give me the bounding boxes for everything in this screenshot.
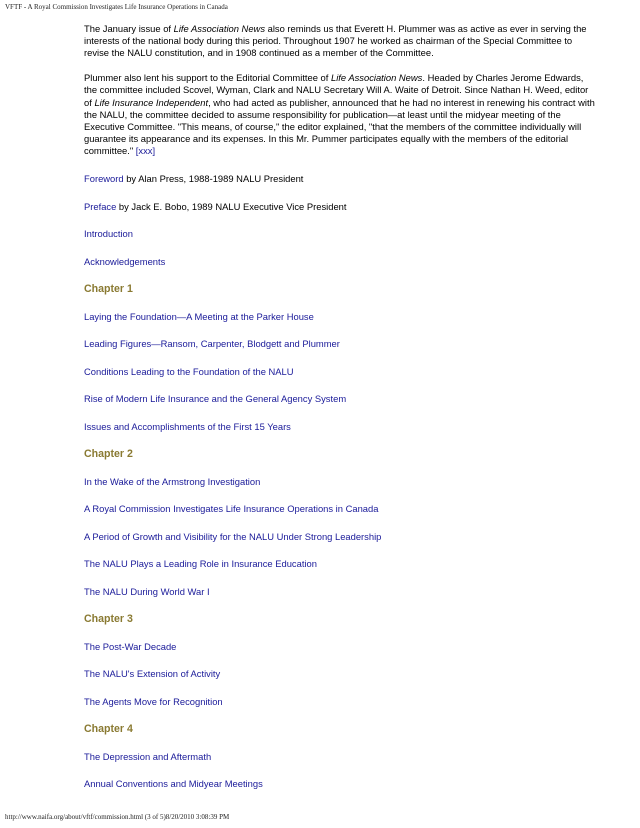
publication-title: Life Association News	[173, 23, 266, 34]
toc-acknowledgements	[84, 256, 596, 284]
chapter-link[interactable]: Conditions Leading to the Foundation of the NALU	[84, 365, 294, 377]
chapter-link[interactable]: In the Wake of the Armstrong Investigation	[84, 475, 261, 487]
table-of-contents	[84, 173, 596, 806]
chapter-link[interactable]: Issues and Accomplishments of the First 15 Years	[84, 420, 291, 432]
toc-preface	[84, 201, 596, 229]
chapter-heading: Chapter 4	[84, 723, 133, 735]
chapter-heading: Chapter 1	[84, 283, 133, 295]
toc-item	[84, 311, 596, 339]
chapter-link[interactable]: The Agents Move for Recognition	[84, 695, 223, 707]
toc-item	[84, 558, 596, 586]
toc-item	[84, 531, 596, 559]
foreword-link[interactable]: Foreword	[84, 173, 124, 184]
paragraph-1-pre: The January issue of	[84, 23, 174, 34]
chapter-link[interactable]: Laying the Foundation—A Meeting at the Parker House	[84, 310, 314, 322]
toc-item	[84, 778, 596, 806]
chapter-heading: Chapter 3	[84, 613, 133, 625]
toc-item	[84, 366, 596, 394]
chapter-link[interactable]: Annual Conventions and Midyear Meetings	[84, 778, 263, 789]
paragraph-1	[84, 23, 596, 60]
chapter-link[interactable]: A Royal Commission Investigates Life Insurance Operations in Canada	[84, 503, 379, 514]
print-header: VFTF - A Royal Commission Investigates Life Insurance Operations in Canada	[5, 3, 228, 11]
paragraph-2-pre: Plummer also lent his support to the Editorial Committee of	[84, 72, 331, 84]
toc-item	[84, 503, 596, 531]
acknowledgements-link[interactable]: Acknowledgements	[84, 255, 166, 267]
toc-item	[84, 421, 596, 449]
toc-item	[84, 393, 596, 421]
toc-foreword	[84, 173, 596, 201]
chapter-link[interactable]: The NALU During World War I	[84, 585, 210, 597]
toc-item	[84, 641, 596, 669]
toc-item	[84, 586, 596, 614]
print-footer: http://www.naifa.org/about/vftf/commission.html (3 of 5)8/20/2010 3:08:39 PM	[5, 813, 230, 821]
chapter-link[interactable]: The NALU Plays a Leading Role in Insurance Education	[84, 558, 317, 569]
toc-item	[84, 696, 596, 724]
chapter-link[interactable]: The Post-War Decade	[84, 640, 177, 652]
paragraph-1-post: also reminds us that Everett H. Plummer was as active as ever in serving the interests of the national body during this period. Throughout 1907 he worked as chairman of the Special Committee to revise the NALU constitution, and in 1908 continued as a member of the Committee.	[84, 23, 587, 59]
toc-item	[84, 338, 596, 366]
preface-link[interactable]: Preface	[84, 200, 117, 212]
toc-item	[84, 751, 596, 779]
toc-item	[84, 668, 596, 696]
introduction-link[interactable]: Introduction	[84, 228, 133, 239]
paragraph-2-mid: . Headed by Charles Jerome Edwards, the committee included Scovel, Wyman, Clark and NALU Secretary Will A. Waite of Detroit. Since Nathan H. Weed, editor of	[84, 72, 589, 108]
chapter-link[interactable]: A Period of Growth and Visibility for the NALU Under Strong Leadership	[84, 530, 382, 542]
chapter-link[interactable]: Rise of Modern Life Insurance and the General Agency System	[84, 393, 347, 404]
foreword-byline: by Alan Press, 1988-1989 NALU President	[123, 173, 304, 184]
toc-item	[84, 476, 596, 504]
toc-introduction	[84, 228, 596, 256]
preface-byline: by Jack E. Bobo, 1989 NALU Executive Vice President	[116, 200, 347, 212]
paragraph-2	[84, 72, 596, 157]
publication-title: Life Association News	[330, 72, 423, 84]
paragraph-2-post: , who had acted as publisher, announced that he had no interest in renewing his contract with the NALU, the committee decided to assume responsibility for publication—at least until the midyear meeting of the Executive Committee. "This means, of course," the editor explained, "that the members of the committee individually will guarantee its appearance and its expenses. In this Mr. Pummer participates equally with the members of the editorial committee."	[84, 96, 595, 157]
article-body	[84, 23, 596, 170]
chapter-heading: Chapter 2	[84, 448, 133, 460]
footnote-link[interactable]: [xxx]	[135, 145, 156, 157]
publication-title: Life Insurance Independent	[94, 96, 209, 108]
chapter-link[interactable]: The Depression and Aftermath	[84, 750, 212, 762]
chapter-link[interactable]: Leading Figures—Ransom, Carpenter, Blodgett and Plummer	[84, 338, 340, 349]
chapter-link[interactable]: The NALU's Extension of Activity	[84, 668, 221, 679]
